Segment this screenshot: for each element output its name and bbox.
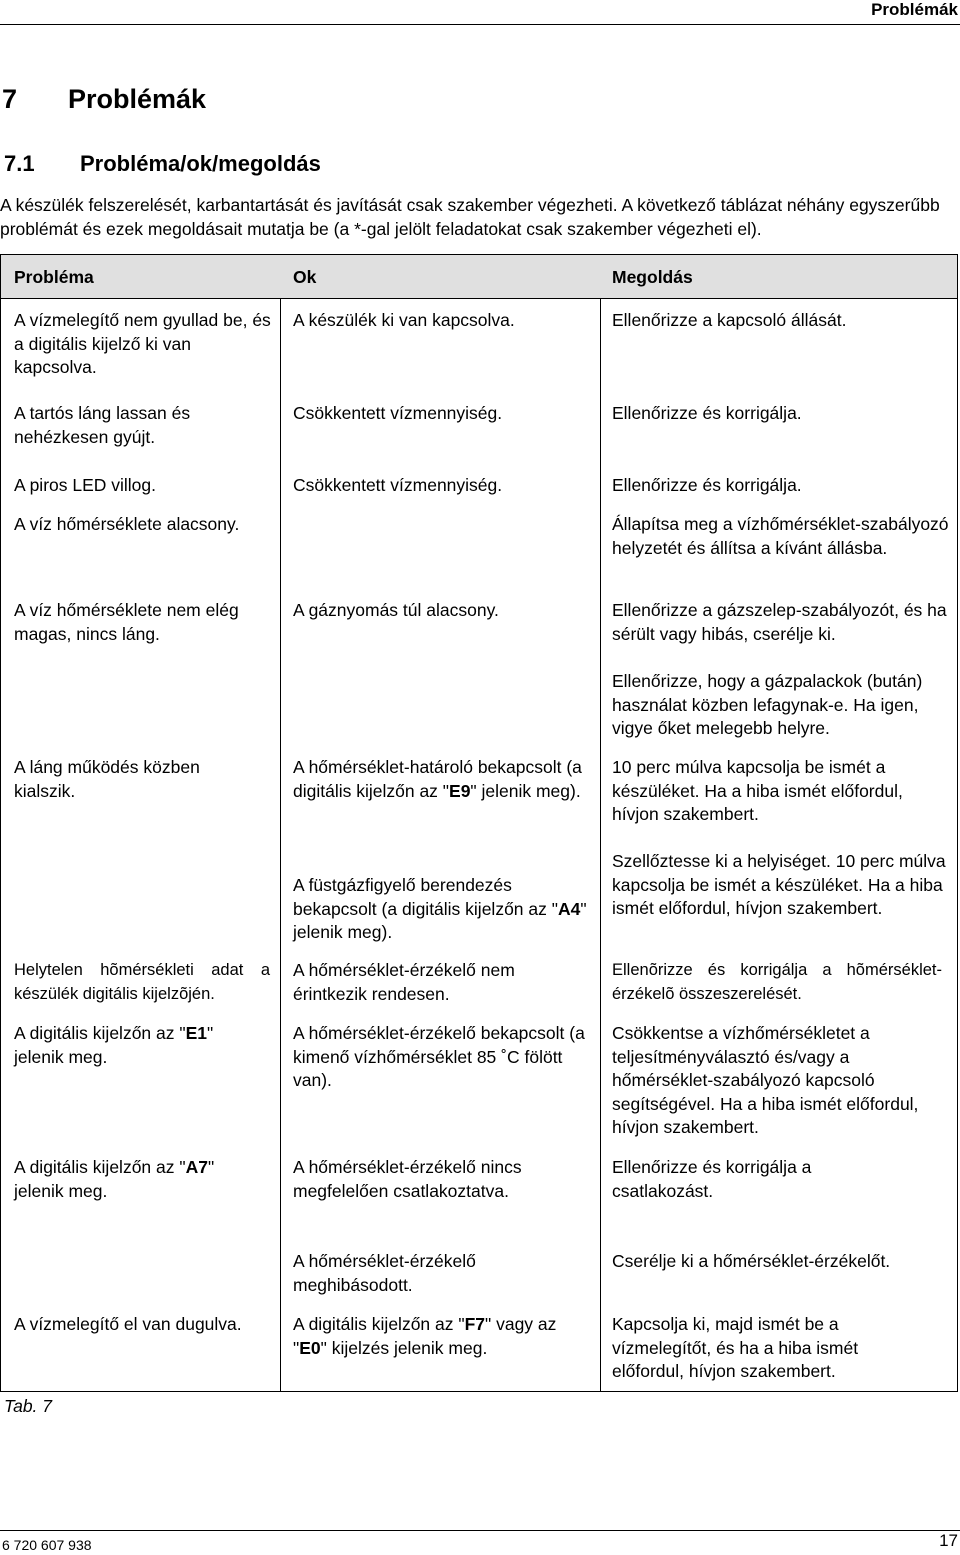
cell-solution: Ellenőrizze a kapcsoló állását. <box>612 310 847 330</box>
cell-cause: A hőmérséklet-érzékelő bekapcsolt (a kimenő vízhőmérséklet 85 ˚C fölött van). <box>293 1023 585 1090</box>
problem-text: A digitális kijelzőn az " <box>14 1023 186 1043</box>
section-heading <box>4 151 321 177</box>
problem-text: A digitális kijelzőn az " <box>14 1157 186 1177</box>
section-number: 7.1 <box>4 151 35 176</box>
problem-table <box>0 254 958 1392</box>
error-code: A7 <box>185 1157 208 1177</box>
header-problem: Probléma <box>14 267 94 287</box>
page-number: 17 <box>939 1531 958 1550</box>
cause-text: " jelenik meg). <box>293 898 587 942</box>
cell-cause: A hőmérséklet-érzékelő nincs megfelelően csatlakoztatva. <box>293 1157 522 1201</box>
cell-problem: A láng működés közben kialszik. <box>14 757 200 801</box>
error-code: F7 <box>464 1314 486 1334</box>
cell-problem: A tartós láng lassan és nehézkesen gyújt. <box>14 403 191 447</box>
cell-solution: Kapcsolja ki, majd ismét be a vízmelegítőt, és ha a hiba ismét előfordul, hívjon szakembert. <box>612 1314 859 1381</box>
cell-cause <box>293 874 593 945</box>
cell-cause: A hőmérséklet-érzékelő meghibásodott. <box>293 1251 476 1295</box>
cause-text: " jelenik meg). <box>470 780 581 801</box>
cell-problem <box>14 1156 254 1203</box>
header-cause: Ok <box>293 267 317 287</box>
chapter-number: 7 <box>2 84 18 114</box>
problem-text: " jelenik meg. <box>14 1023 214 1067</box>
cell-problem: A víz hőmérséklete alacsony. <box>14 514 240 534</box>
cell-problem: A víz hőmérséklete nem elég magas, nincs láng. <box>14 600 239 644</box>
cell-solution: Szellőztesse ki a helyiséget. 10 perc múlva kapcsolja be ismét a készüléket. Ha a hiba ismét előfordul, hívjon szakembert. <box>612 851 946 918</box>
error-code: E9 <box>449 780 471 801</box>
table-header-row <box>1 254 957 299</box>
problem-text: " jelenik meg. <box>14 1157 215 1201</box>
error-code: E1 <box>185 1023 207 1043</box>
cell-problem <box>14 1022 254 1069</box>
cell-problem: A vízmelegítő nem gyullad be, és a digitális kijelző ki van kapcsolva. <box>14 310 271 377</box>
cell-solution: Ellenőrizze és korrigálja a csatlakozást. <box>612 1157 812 1201</box>
header-solution: Megoldás <box>612 267 693 287</box>
section-title: Probléma/ok/megoldás <box>80 151 321 176</box>
cell-cause: Csökkentett vízmennyiség. <box>293 475 503 495</box>
cell-solution: Ellenőrizze, hogy a gázpalackok (bután) használat közben lefagynak-e. Ha igen, vigye őket melegebb helyre. <box>612 671 923 738</box>
cell-cause <box>293 1313 593 1360</box>
chapter-heading <box>2 84 206 115</box>
cell-solution: 10 perc múlva kapcsolja be ismét a készüléket. Ha a hiba ismét előfordul, hívjon szakembert. <box>612 757 903 824</box>
cause-text: " kijelzés jelenik meg. <box>320 1337 488 1358</box>
column-divider <box>600 299 601 1391</box>
column-divider <box>280 299 281 1391</box>
cell-cause: A gáznyomás túl alacsony. <box>293 600 499 620</box>
cause-text: " vagy az " <box>293 1314 557 1358</box>
document-number: 6 720 607 938 <box>2 1537 92 1553</box>
cell-cause: A készülék ki van kapcsolva. <box>293 310 515 330</box>
cell-cause <box>293 756 593 803</box>
cause-text: A füstgázfigyelő berendezés bekapcsolt (a digitális kijelzőn az " <box>293 875 558 919</box>
cell-solution: Ellenőrizze és korrigálja. <box>612 475 802 495</box>
cell-cause: A hőmérséklet-érzékelő nem érintkezik rendesen. <box>293 960 515 1004</box>
table-caption: Tab. 7 <box>4 1396 53 1416</box>
cell-problem: Helytelen hõmérsékleti adat a készülék digitális kijelzõjén. <box>14 961 270 1003</box>
cell-solution: Ellenőrizze és korrigálja. <box>612 403 802 423</box>
cell-problem: A vízmelegítő el van dugulva. <box>14 1314 242 1334</box>
cell-solution: Ellenőrizze a gázszelep-szabályozót, és ha sérült vagy hibás, cserélje ki. <box>612 600 947 644</box>
cell-solution: Állapítsa meg a vízhőmérséklet-szabályozó helyzetét és állítsa a kívánt állásba. <box>612 514 949 558</box>
cause-text: A digitális kijelzőn az " <box>293 1314 465 1334</box>
cell-solution: Cserélje ki a hőmérséklet-érzékelőt. <box>612 1251 891 1271</box>
intro-paragraph: A készülék felszerelését, karbantartását és javítását csak szakember végezheti. A következő táblázat néhány egyszerűbb problémát és ezek megoldásait mutatja be (a *-gal jelölt feladatokat csak szakember végezheti el). <box>0 195 940 239</box>
cause-text: A hőmérséklet-határoló bekapcsolt (a digitális kijelzőn az " <box>293 757 582 801</box>
running-header: Problémák <box>871 0 958 19</box>
cell-problem: A piros LED villog. <box>14 475 157 495</box>
error-code: E0 <box>299 1337 321 1358</box>
footer-rule <box>0 1530 960 1531</box>
chapter-title: Problémák <box>68 84 207 114</box>
cell-cause: Csökkentett vízmennyiség. <box>293 403 503 423</box>
error-code: A4 <box>557 898 581 919</box>
cell-solution: Ellenõrizze és korrigálja a hõmérséklet-érzékelõ összeszerelését. <box>612 961 942 1003</box>
header-rule <box>0 24 960 25</box>
cell-solution: Csökkentse a vízhőmérsékletet a teljesítményválasztó és/vagy a hőmérséklet-szabályozó kapcsoló segítségével. Ha a hiba ismét előfordul, hívjon szakembert. <box>612 1023 919 1137</box>
